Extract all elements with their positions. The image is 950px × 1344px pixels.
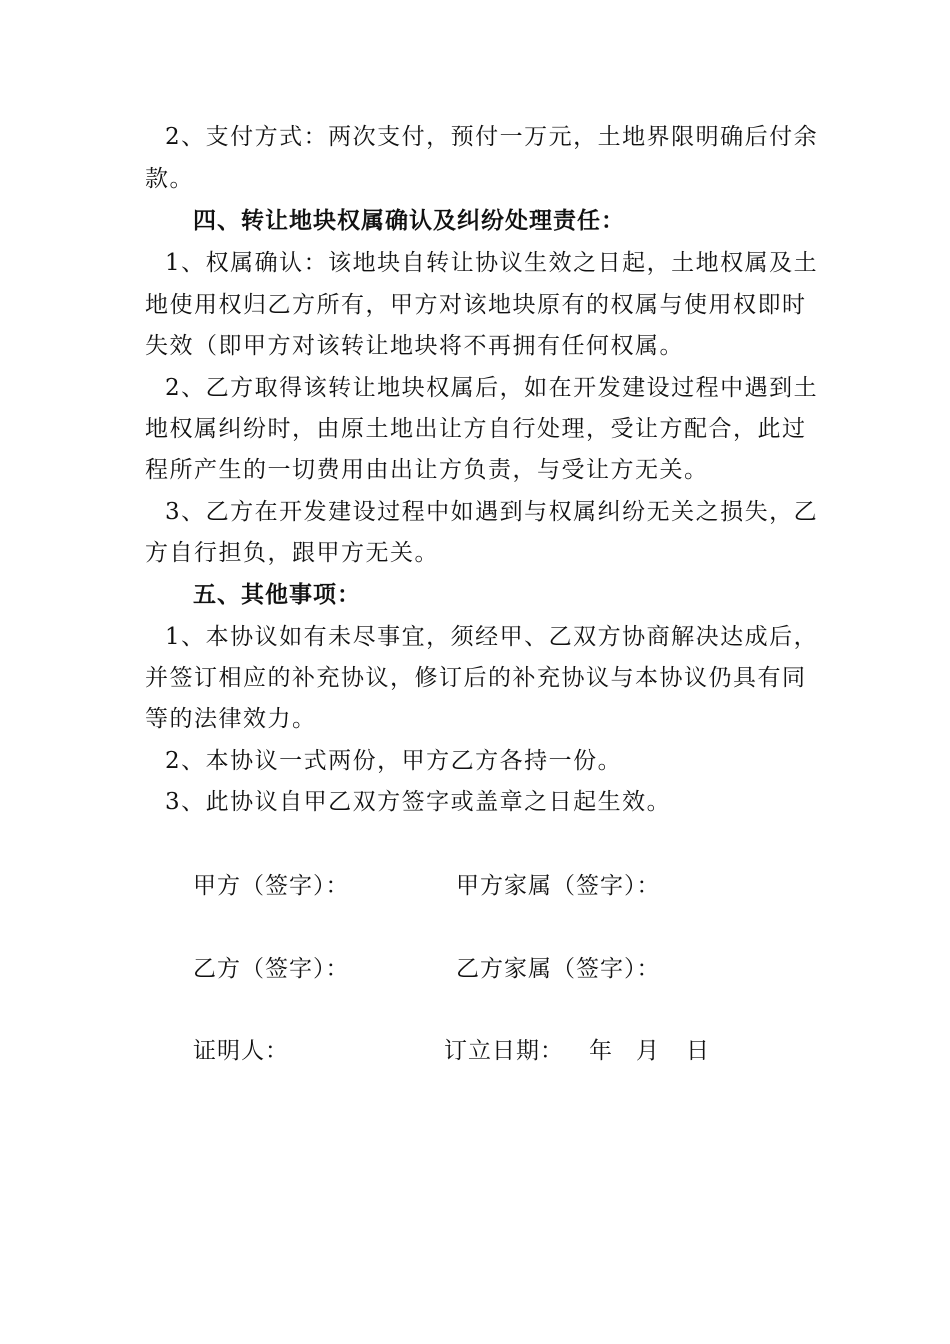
loss-clause-line-2: 方自行担负，跟甲方无关。 — [145, 540, 439, 566]
dispute-clause-line-3: 程所产生的一切费用由出让方负责，与受让方无关。 — [145, 457, 709, 483]
party-a-family-signature-label: 甲方家属（签字）： — [456, 873, 661, 899]
party-b-family-signature-label: 乙方家属（签字）： — [456, 956, 661, 982]
date-month: 月 — [636, 1038, 660, 1064]
ownership-confirm-line-1: 1、权属确认：该地块自转让协议生效之日起，土地权属及土 — [165, 250, 819, 276]
ownership-confirm-line-2: 地使用权归乙方所有，甲方对该地块原有的权属与使用权即时 — [145, 292, 807, 318]
witness-label: 证明人： — [193, 1038, 289, 1064]
payment-method-line-1: 2、支付方式：两次支付，预付一万元，土地界限明确后付余 — [165, 124, 819, 150]
copies-clause: 2、本协议一式两份，甲方乙方各持一份。 — [165, 748, 623, 774]
date-day: 日 — [686, 1038, 710, 1064]
dispute-clause-line-2: 地权属纠纷时，由原土地出让方自行处理，受让方配合，此过 — [145, 416, 807, 442]
dispute-clause-line-1: 2、乙方取得该转让地块权属后，如在开发建设过程中遇到土 — [165, 375, 819, 401]
ownership-confirm-line-3: 失效（即甲方对该转让地块将不再拥有任何权属。 — [145, 333, 684, 359]
supplement-clause-line-2: 并签订相应的补充协议，修订后的补充协议与本协议仍具有同 — [145, 665, 807, 691]
party-b-signature-label: 乙方（签字）： — [193, 956, 350, 982]
loss-clause-line-1: 3、乙方在开发建设过程中如遇到与权属纠纷无关之损失，乙 — [165, 499, 819, 525]
effective-clause: 3、此协议自甲乙双方签字或盖章之日起生效。 — [165, 789, 672, 815]
date-year: 年 — [589, 1038, 613, 1064]
section-4-heading: 四、转让地块权属确认及纠纷处理责任： — [193, 208, 625, 234]
party-a-signature-label: 甲方（签字）： — [193, 873, 350, 899]
date-label: 订立日期： — [444, 1038, 564, 1064]
section-5-heading: 五、其他事项： — [193, 582, 361, 608]
supplement-clause-line-3: 等的法律效力。 — [145, 706, 317, 732]
supplement-clause-line-1: 1、本协议如有未尽事宜，须经甲、乙双方协商解决达成后， — [165, 624, 819, 650]
payment-method-line-2: 款。 — [145, 166, 194, 192]
